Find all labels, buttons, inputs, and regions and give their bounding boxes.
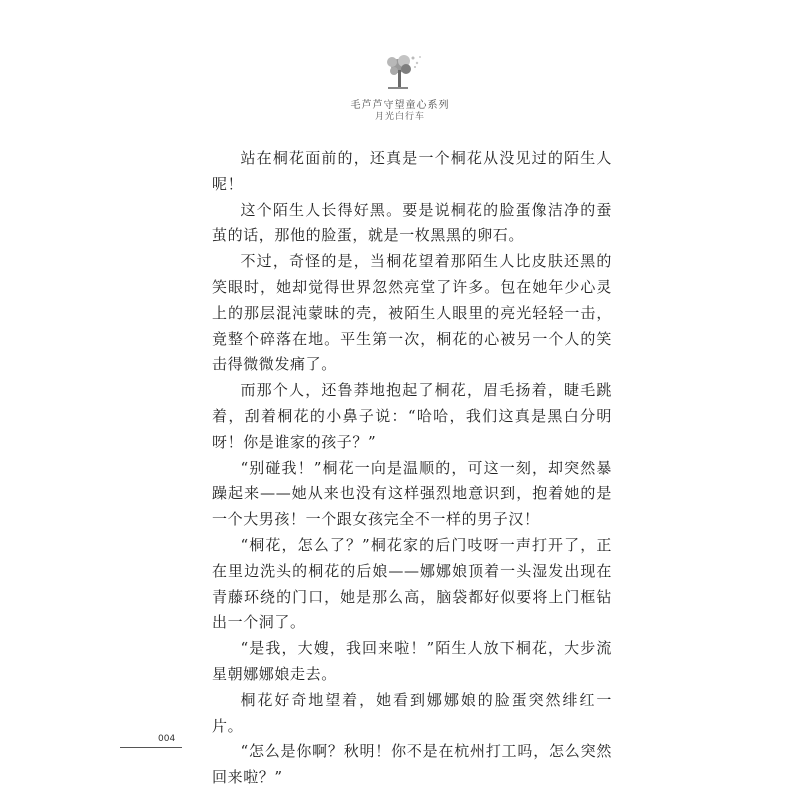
paragraph: 桐花好奇地望着，她看到娜娜娘的脸蛋突然绯红一片。 bbox=[212, 690, 612, 735]
tree-icon bbox=[380, 52, 426, 92]
book-title: 月光白行车 bbox=[374, 112, 425, 122]
paragraph: 站在桐花面前的，还真是一个桐花从没见过的陌生人呢！ bbox=[212, 149, 612, 193]
paragraph: “桐花，怎么了？”桐花家的后门吱呀一声打开了，正在里边洗头的桐花的后娘——娜娜娘顶着一头湿发出现在青藤环绕的门口，她是那么高，脑袋都好似要将上门框钻出一个洞了。 bbox=[212, 535, 612, 632]
paragraph: “别碰我！”桐花一向是温顺的，可这一刻，却突然暴躁起来——她从来也没有这样强烈地意识到，抱着她的是一个大男孩！一个跟女孩完全不一样的男子汉！ bbox=[212, 458, 612, 529]
paragraph: 不过，奇怪的是，当桐花望着那陌生人比皮肤还黑的笑眼时，她却觉得世界忽然亮堂了许多。包在她年少心灵上的那层混沌蒙昧的壳，被陌生人眼里的亮光轻轻一击，竟整个碎落在地。平生第一次，桐花的心被另一个人的笑击得微微发痛了。 bbox=[212, 252, 612, 374]
page-number: 004 bbox=[158, 734, 176, 744]
paragraph: 而那个人，还鲁莽地抱起了桐花，眉毛扬着，睫毛跳着，刮着桐花的小鼻子说：“哈哈，我们这真是黑白分明呀！你是谁家的孩子？” bbox=[212, 381, 612, 451]
paragraph: “是我，大嫂，我回来啦！”陌生人放下桐花，大步流星朝娜娜娘走去。 bbox=[212, 639, 612, 683]
body-text bbox=[212, 146, 612, 791]
paragraph: “怎么是你啊？秋明！你不是在杭州打工吗，怎么突然回来啦？” bbox=[212, 742, 612, 787]
series-title: 毛芦芦守望童心系列 bbox=[350, 100, 450, 111]
footer-rule bbox=[120, 747, 182, 748]
paragraph: 这个陌生人长得好黑。要是说桐花的脸蛋像洁净的蚕茧的话，那他的脸蛋，就是一枚黑黑的卵石。 bbox=[212, 200, 612, 245]
